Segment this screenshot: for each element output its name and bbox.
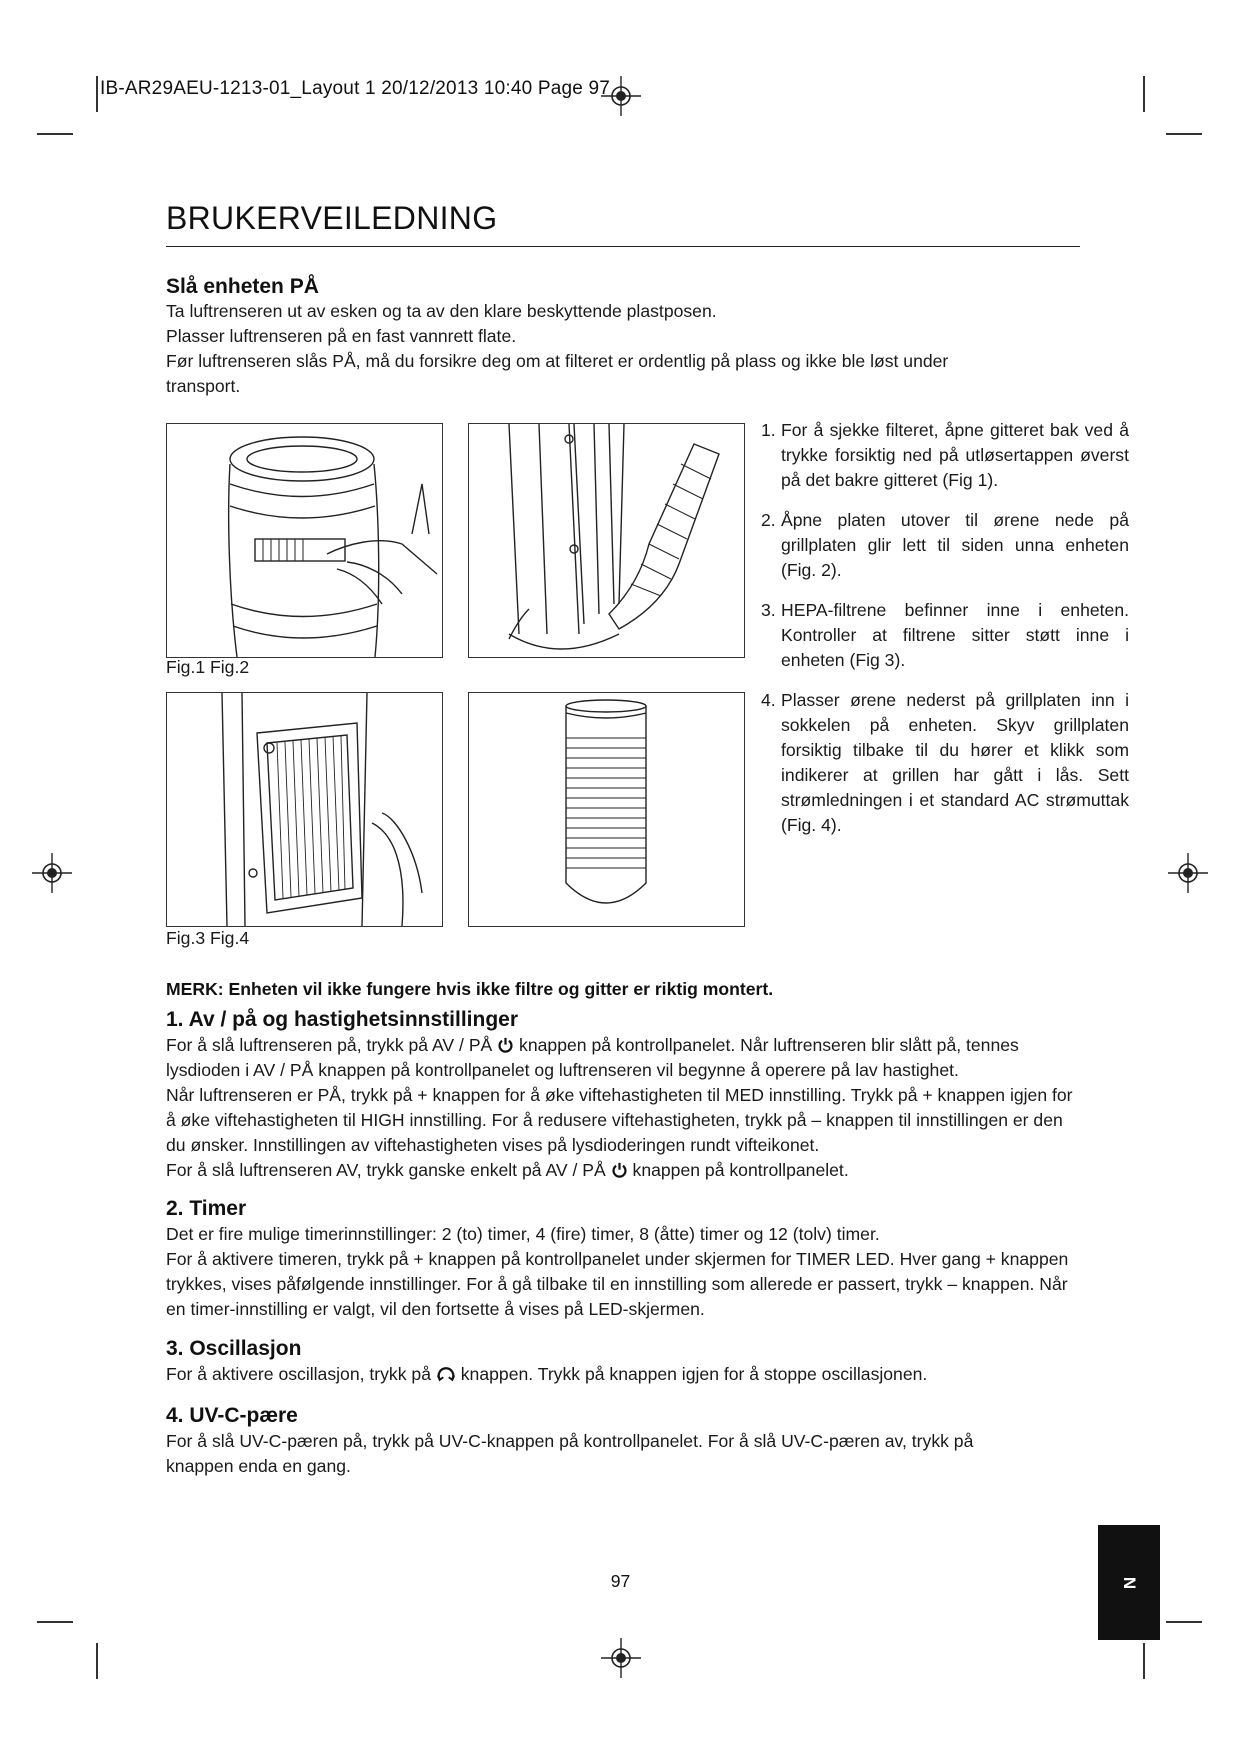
registration-mark-icon — [1168, 853, 1208, 893]
power-speed-paragraph — [166, 1033, 1086, 1183]
step-text: Åpne platen utover til ørene nede på grillplaten glir lett til siden unna enheten (Fig. 2). — [781, 510, 1129, 580]
crop-mark — [1166, 133, 1202, 135]
text-run: knappen på kontrollpanelet. Når luftrenseren blir slått på, tennes lysdioden i AV / PÅ knappen på kontrollpanelet og luftrenseren vil begynne å operere på lav hastighet. — [166, 1035, 1019, 1080]
turn-on-line: Ta luftrenseren ut av esken og ta av den klare beskyttende plastposen. — [166, 301, 717, 321]
step-text: Plasser ørene nederst på grillplaten inn i sokkelen på enheten. Skyv grillplaten forsiktig tilbake til du hører et klikk som indikerer at grillen har gått i lås. Sett strømledningen i et standard AC strømuttak (Fig. 4). — [781, 690, 1129, 835]
step-number: 4. — [761, 690, 776, 710]
timer-paragraph — [166, 1222, 1071, 1322]
title-divider — [166, 246, 1080, 247]
section-heading-turn-on: Slå enheten PÅ — [166, 275, 319, 298]
timer-line: Det er fire mulige timerinnstillinger: 2 (to) timer, 4 (fire) timer, 8 (åtte) timer og 12 (tolv) timer. — [166, 1224, 880, 1244]
power-speed-line — [166, 1033, 1086, 1083]
crop-mark — [96, 1643, 98, 1679]
crop-mark — [37, 133, 73, 135]
turn-on-paragraph — [166, 299, 1006, 399]
list-item — [761, 688, 1129, 838]
registration-mark-icon — [601, 1638, 641, 1678]
section-heading-oscillation: 3. Oscillasjon — [166, 1337, 302, 1360]
section-heading-uvc: 4. UV-C-pære — [166, 1404, 298, 1427]
uvc-line: For å slå UV-C-pæren på, trykk på UV-C-knappen på kontrollpanelet. For å slå UV-C-pæren av, trykk på knappen enda en gang. — [166, 1431, 974, 1476]
power-speed-line: Når luftrenseren er PÅ, trykk på + knappen for å øke viftehastigheten til MED innstilling. Trykk på + knappen igjen for å øke viftehastigheten til HIGH innstilling. For å redusere viftehastigheten, trykk på – knappen til innstillingen er den du ønsker. Innstillingen av viftehastigheten vises på lysdioderingen rundt vifteikonet. — [166, 1085, 1073, 1155]
figure-3-illustration — [166, 692, 443, 927]
step-number: 3. — [761, 600, 776, 620]
figure-caption-top: Fig.1 Fig.2 — [166, 657, 250, 677]
uvc-paragraph — [166, 1429, 1036, 1479]
step-number: 2. — [761, 510, 776, 530]
oscillation-line — [166, 1362, 1086, 1387]
turn-on-line: Plasser luftrenseren på en fast vannrett flate. — [166, 326, 517, 346]
section-heading-power-speed: 1. Av / på og hastighetsinnstillinger — [166, 1008, 518, 1031]
turn-on-line: Før luftrenseren slås PÅ, må du forsikre deg om at filteret er ordentlig på plass og ikke ble løst under transport. — [166, 351, 949, 396]
timer-line: For å aktivere timeren, trykk på + knappen på kontrollpanelet under skjermen for TIMER LED. Hver gang + knappen trykkes, vises påfølgende innstillinger. For å gå tilbake til en innstilling som allerede er passert, trykk – knappen. Når en timer-innstilling er valgt, vil den fortsette å vises på LED-skjermen. — [166, 1249, 1069, 1319]
list-item — [761, 598, 1129, 673]
text-run: For å slå luftrenseren på, trykk på AV / PÅ — [166, 1035, 498, 1055]
power-speed-line — [166, 1158, 1086, 1183]
crop-mark — [96, 76, 98, 112]
text-run: For å aktivere oscillasjon, trykk på — [166, 1364, 436, 1384]
page-number: 97 — [610, 1571, 631, 1591]
step-text: For å sjekke filteret, åpne gitteret bak ved å trykke forsiktig ned på utløsertappen øverst på det bakre gitteret (Fig 1). — [781, 420, 1129, 490]
crop-mark — [1143, 1643, 1145, 1679]
page-title: BRUKERVEILEDNING — [166, 200, 498, 236]
figure-caption-bottom: Fig.3 Fig.4 — [166, 928, 250, 948]
text-run: For å slå luftrenseren AV, trykk ganske enkelt på AV / PÅ — [166, 1160, 611, 1180]
registration-mark-icon — [32, 853, 72, 893]
list-item — [761, 418, 1129, 493]
figure-2-illustration — [468, 423, 745, 658]
oscillation-paragraph — [166, 1362, 1086, 1387]
section-heading-timer: 2. Timer — [166, 1197, 247, 1220]
language-tab — [1098, 1525, 1160, 1640]
step-text: HEPA-filtrene befinner inne i enheten. Kontroller at filtrene sitter støtt inne i enheten (Fig 3). — [781, 600, 1129, 670]
text-run: knappen. Trykk på knappen igjen for å stoppe oscillasjonen. — [455, 1364, 928, 1384]
text-run: knappen på kontrollpanelet. — [627, 1160, 849, 1180]
step-number: 1. — [761, 420, 776, 440]
figure-1-illustration — [166, 423, 443, 658]
figure-4-illustration — [468, 692, 745, 927]
crop-mark — [37, 1621, 73, 1623]
list-item — [761, 508, 1129, 583]
crop-mark — [1166, 1621, 1202, 1623]
warning-note: MERK: Enheten vil ikke fungere hvis ikke filtre og gitter er riktig montert. — [166, 979, 774, 999]
print-slug-line: IB-AR29AEU-1213-01_Layout 1 20/12/2013 10:40 Page 97 — [100, 78, 611, 99]
power-icon — [497, 1037, 514, 1054]
language-tab-label: N — [1120, 1576, 1139, 1589]
crop-mark — [1143, 76, 1145, 112]
power-icon — [611, 1162, 628, 1179]
oscillation-icon — [436, 1366, 456, 1383]
filter-steps-list — [761, 418, 1129, 853]
